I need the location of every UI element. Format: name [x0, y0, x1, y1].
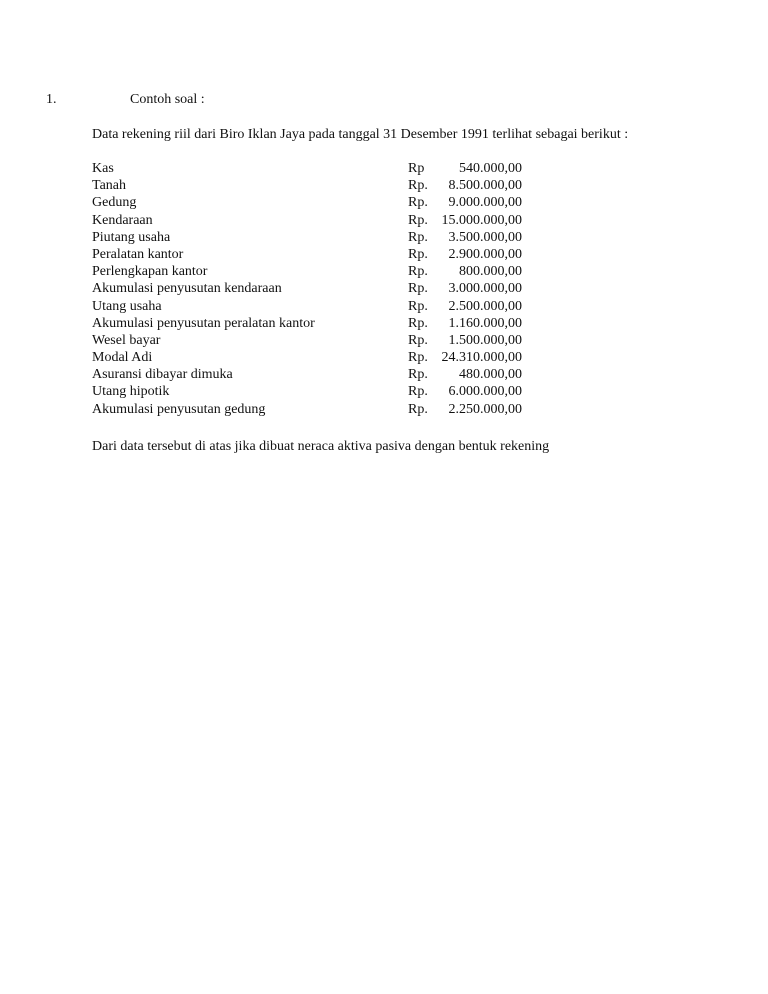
account-amount: 540.000,00: [459, 161, 522, 176]
account-name: Akumulasi penyusutan peralatan kantor: [92, 315, 315, 331]
account-row: [92, 332, 532, 349]
currency-label: Rp.: [408, 367, 428, 383]
currency-label: Rp.: [408, 315, 428, 331]
account-amount: 800.000,00: [459, 264, 522, 280]
currency-label: Rp.: [408, 178, 428, 194]
account-amount: 8.500.000,00: [448, 178, 522, 194]
account-amount: 1.160.000,00: [448, 315, 522, 331]
currency-label: Rp: [408, 161, 425, 176]
question-heading: Contoh soal :: [130, 92, 205, 107]
account-row: [92, 229, 532, 246]
account-row: [92, 160, 532, 177]
currency-label: Rp.: [408, 212, 428, 228]
account-name: Akumulasi penyusutan gedung: [92, 401, 266, 417]
account-row: [92, 366, 532, 383]
account-name: Kas: [92, 161, 114, 176]
currency-label: Rp.: [408, 401, 428, 417]
account-row: [92, 246, 532, 263]
currency-label: Rp.: [408, 264, 428, 280]
account-amount: 480.000,00: [459, 367, 522, 383]
account-amount: 2.500.000,00: [448, 298, 522, 314]
currency-label: Rp.: [408, 298, 428, 314]
account-name: Piutang usaha: [92, 229, 171, 245]
account-amount: 24.310.000,00: [441, 350, 522, 366]
currency-label: Rp.: [408, 246, 428, 262]
account-name: Kendaraan: [92, 212, 153, 228]
account-amount: 15.000.000,00: [441, 212, 522, 228]
currency-label: Rp.: [408, 281, 428, 297]
currency-label: Rp.: [408, 384, 428, 400]
account-amount: 3.000.000,00: [448, 281, 522, 297]
account-row: [92, 349, 532, 366]
account-name: Perlengkapan kantor: [92, 264, 208, 280]
account-name: Utang usaha: [92, 298, 162, 314]
currency-label: Rp.: [408, 332, 428, 348]
account-name: Modal Adi: [92, 350, 153, 366]
account-amount: 3.500.000,00: [448, 229, 522, 245]
account-name: Wesel bayar: [92, 332, 161, 348]
account-name: Asuransi dibayar dimuka: [92, 367, 233, 383]
account-row: [92, 212, 532, 229]
account-amount: 6.000.000,00: [448, 384, 522, 400]
account-row: [92, 280, 532, 297]
account-row: [92, 401, 532, 418]
account-list: [92, 160, 532, 418]
account-row: [92, 177, 532, 194]
account-name: Gedung: [92, 195, 137, 211]
account-amount: 9.000.000,00: [448, 195, 522, 211]
currency-label: Rp.: [408, 195, 428, 211]
item-number: 1.: [46, 92, 57, 107]
account-amount: 2.250.000,00: [448, 401, 522, 417]
account-name: Peralatan kantor: [92, 246, 184, 262]
account-row: [92, 383, 532, 400]
account-row: [92, 263, 532, 280]
closing-paragraph: Dari data tersebut di atas jika dibuat neraca aktiva pasiva dengan bentuk rekening: [92, 439, 550, 454]
currency-label: Rp.: [408, 350, 428, 366]
account-name: Utang hipotik: [92, 384, 170, 400]
account-row: [92, 315, 532, 332]
account-amount: 2.900.000,00: [448, 246, 522, 262]
account-row: [92, 298, 532, 315]
account-amount: 1.500.000,00: [448, 332, 522, 348]
account-name: Tanah: [92, 178, 127, 194]
intro-paragraph: Data rekening riil dari Biro Iklan Jaya pada tanggal 31 Desember 1991 terlihat sebagai berikut :: [92, 127, 629, 142]
currency-label: Rp.: [408, 229, 428, 245]
account-name: Akumulasi penyusutan kendaraan: [92, 281, 282, 297]
account-row: [92, 194, 532, 211]
